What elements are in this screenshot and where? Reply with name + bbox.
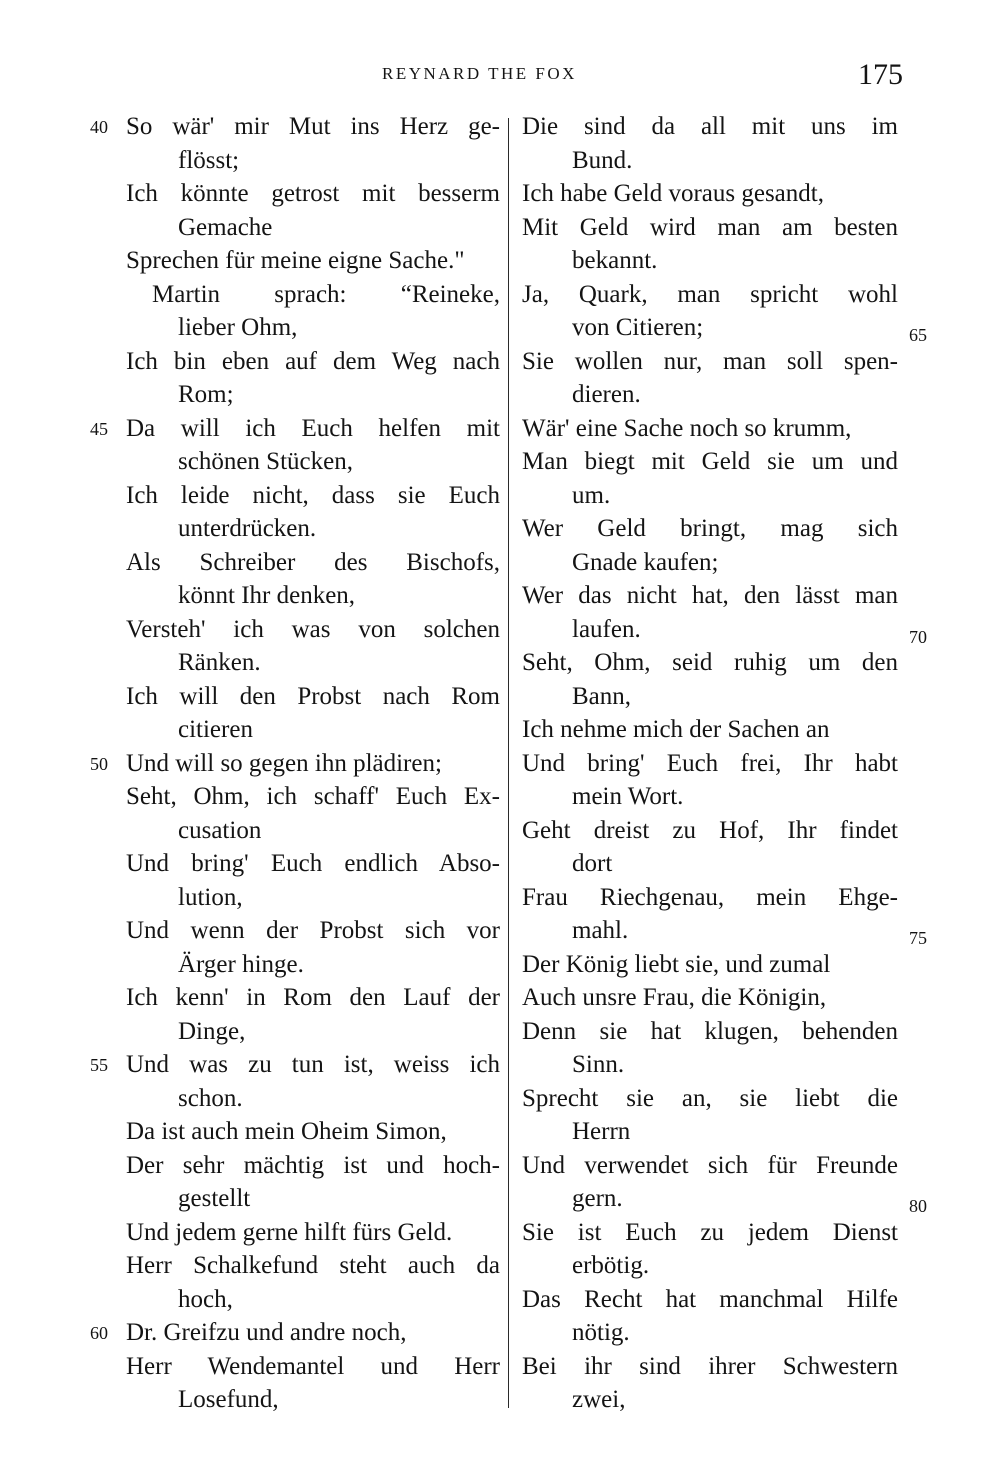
verse-text: Die sind da all mit uns im: [522, 113, 898, 140]
verse-text: Das Recht hat manchmal Hilfe: [522, 1285, 898, 1313]
verse-line: [80, 713, 500, 747]
verse-text: Wer Geld bringt, mag sich: [522, 515, 898, 542]
verse-text: laufen.: [572, 615, 641, 643]
verse-line: [514, 881, 904, 915]
verse-line: [80, 311, 500, 345]
verse-text: citieren: [178, 716, 253, 743]
verse-line: [514, 646, 904, 680]
verse-text: Bann,: [572, 682, 632, 710]
verse-line: [80, 512, 500, 546]
verse-line: [514, 814, 904, 848]
verse-line: [514, 445, 904, 479]
verse-line: [80, 914, 500, 948]
verse-text: schönen Stücken,: [178, 448, 353, 475]
verse-text: Seht, Ohm, seid ruhig um den: [522, 649, 898, 676]
verse-line: [514, 780, 904, 814]
verse-line: [80, 814, 500, 848]
verse-line: [514, 579, 904, 613]
verse-text: Der König liebt sie, und zumal: [522, 950, 831, 978]
verse-line: [514, 1015, 904, 1049]
verse-text: Und wenn der Probst sich vor: [126, 917, 500, 944]
verse-text: Der sehr mächtig ist und hoch-: [126, 1151, 500, 1179]
left-column: [80, 110, 500, 1417]
verse-text: Und bring' Euch frei, Ihr habt: [522, 749, 898, 777]
verse-line: [80, 244, 500, 278]
verse-text: Wer das nicht hat, den lässt man: [522, 582, 898, 609]
verse-line: [514, 512, 904, 546]
verse-line: [80, 1115, 500, 1149]
verse-line: [80, 278, 500, 312]
verse-text: Denn sie hat klugen, behenden: [522, 1017, 898, 1045]
verse-line: [80, 412, 500, 446]
verse-line: [514, 345, 904, 379]
verse-line: [80, 1082, 500, 1116]
verse-text: Als Schreiber des Bischofs,: [126, 548, 500, 576]
verse-text: Losefund,: [178, 1386, 279, 1413]
verse-text: Gemache: [178, 213, 273, 241]
page-number: 175: [858, 58, 903, 91]
verse-line: [80, 881, 500, 915]
verse-line: [80, 546, 500, 580]
verse-line: [514, 613, 927, 647]
line-number: 70: [909, 626, 927, 647]
verse-text: unterdrücken.: [178, 515, 317, 542]
verse-text: Und will so gegen ihn plädiren;: [126, 749, 442, 777]
verse-line: [514, 713, 904, 747]
verse-line: [80, 1048, 500, 1082]
verse-line: [514, 847, 904, 881]
verse-line: [80, 144, 500, 178]
verse-line: [514, 278, 904, 312]
verse-text: Wär' eine Sache noch so krumm,: [522, 414, 852, 442]
verse-text: Bund.: [572, 146, 633, 174]
verse-text: So wär' mir Mut ins Herz ge-: [126, 113, 500, 140]
verse-text: erbötig.: [572, 1252, 650, 1279]
verse-text: könnt Ihr denken,: [178, 582, 356, 609]
line-number: 65: [909, 325, 927, 345]
verse-text: Da ist auch mein Oheim Simon,: [126, 1118, 447, 1145]
verse-text: dort: [572, 850, 613, 877]
verse-text: Herr Wendemantel und Herr: [126, 1352, 500, 1380]
column-divider: [508, 118, 509, 1408]
verse-text: Versteh' ich was von solchen: [126, 615, 500, 643]
verse-line: [80, 1249, 500, 1283]
verse-text: Gnade kaufen;: [572, 548, 719, 576]
verse-text: Frau Riechgenau, mein Ehge-: [522, 883, 898, 911]
line-number: 45: [90, 418, 108, 439]
verse-text: Und jedem gerne hilft fürs Geld.: [126, 1218, 453, 1246]
verse-text: Und verwendet sich für Freunde: [522, 1151, 898, 1179]
verse-text: Sie ist Euch zu jedem Dienst: [522, 1218, 898, 1246]
line-number: 55: [90, 1055, 108, 1075]
verse-line: [514, 1249, 904, 1283]
verse-text: um.: [572, 481, 611, 509]
verse-line: [80, 1350, 500, 1384]
verse-text: Bei ihr sind ihrer Schwestern: [522, 1352, 898, 1380]
verse-text: Geht dreist zu Hof, Ihr findet: [522, 816, 898, 844]
running-title: REYNARD THE FOX: [382, 64, 577, 83]
verse-line: [514, 1283, 904, 1317]
verse-line: [514, 680, 904, 714]
verse-line: [80, 479, 500, 513]
verse-text: Ja, Quark, man spricht wohl: [522, 280, 898, 308]
verse-text: Man biegt mit Geld sie um und: [522, 448, 898, 475]
verse-text: Ich habe Geld voraus gesandt,: [522, 180, 824, 207]
verse-text: Seht, Ohm, ich schaff' Euch Ex-: [126, 783, 500, 810]
verse-line: [514, 479, 904, 513]
verse-text: Dinge,: [178, 1017, 246, 1045]
verse-text: Sie wollen nur, man soll spen-: [522, 347, 898, 375]
verse-text: bekannt.: [572, 247, 658, 274]
page-header: [0, 58, 1000, 98]
verse-line: [80, 445, 500, 479]
verse-text: Martin sprach: “Reineke,: [152, 280, 500, 308]
verse-line: [514, 144, 904, 178]
verse-line: [514, 378, 904, 412]
verse-text: schon.: [178, 1084, 243, 1112]
verse-line: [514, 211, 904, 245]
verse-text: hoch,: [178, 1285, 233, 1313]
verse-text: Und bring' Euch endlich Abso-: [126, 850, 500, 877]
verse-line: [514, 244, 904, 278]
verse-line: [80, 847, 500, 881]
verse-line: [80, 646, 500, 680]
verse-line: [80, 1216, 500, 1250]
verse-line: [80, 1316, 500, 1350]
line-number: 75: [909, 928, 927, 948]
verse-line: [514, 981, 904, 1015]
verse-line: [514, 110, 904, 144]
verse-line: [80, 613, 500, 647]
verse-line: [80, 1283, 500, 1317]
verse-text: Ich könnte getrost mit besserm: [126, 180, 500, 207]
verse-text: gestellt: [178, 1185, 251, 1212]
verse-text: Ich will den Probst nach Rom: [126, 682, 500, 710]
verse-line: [80, 345, 500, 379]
verse-text: flösst;: [178, 146, 240, 174]
verse-text: Ärger hinge.: [178, 950, 304, 978]
verse-line: [80, 780, 500, 814]
verse-line: [514, 747, 904, 781]
verse-text: Ich kenn' in Rom den Lauf der: [126, 984, 500, 1011]
verse-text: Sinn.: [572, 1051, 625, 1078]
verse-line: [514, 1316, 904, 1350]
verse-line: [80, 981, 500, 1015]
verse-line: [80, 747, 500, 781]
verse-text: zwei,: [572, 1386, 626, 1413]
line-number: 40: [90, 117, 108, 137]
verse-text: Da will ich Euch helfen mit: [126, 414, 500, 442]
verse-line: [80, 177, 500, 211]
verse-line: [80, 680, 500, 714]
line-number: 60: [90, 1323, 108, 1343]
verse-line: [514, 1216, 904, 1250]
verse-line: [80, 1383, 500, 1417]
verse-text: dieren.: [572, 381, 641, 408]
verse-line: [514, 948, 904, 982]
line-number: 50: [90, 753, 108, 774]
verse-line: [514, 1048, 904, 1082]
verse-text: Dr. Greifzu und andre noch,: [126, 1319, 407, 1346]
verse-text: Herrn: [572, 1118, 631, 1145]
verse-line: [514, 1115, 904, 1149]
verse-text: Auch unsre Frau, die Königin,: [522, 984, 827, 1011]
verse-text: Ich bin eben auf dem Weg nach: [126, 347, 500, 375]
verse-text: Ich nehme mich der Sachen an: [522, 716, 830, 743]
verse-line: [514, 311, 927, 345]
verse-line: [514, 914, 927, 948]
verse-text: mahl.: [572, 917, 629, 944]
verse-text: Rom;: [178, 381, 234, 408]
verse-text: mein Wort.: [572, 783, 684, 810]
verse-text: Sprechen für meine eigne Sache.": [126, 247, 465, 274]
verse-text: Und was zu tun ist, weiss ich: [126, 1051, 500, 1078]
verse-text: nötig.: [572, 1319, 630, 1346]
verse-line: [514, 1082, 904, 1116]
verse-line: [80, 1015, 500, 1049]
verse-line: [80, 378, 500, 412]
verse-text: von Citieren;: [572, 314, 704, 341]
verse-line: [80, 579, 500, 613]
verse-line: [514, 546, 904, 580]
verse-line: [514, 177, 904, 211]
verse-line: [80, 211, 500, 245]
verse-text: lution,: [178, 883, 243, 911]
verse-text: gern.: [572, 1185, 623, 1212]
verse-text: Ränken.: [178, 649, 261, 676]
verse-line: [514, 1383, 904, 1417]
line-number: 80: [909, 1196, 927, 1216]
verse-line: [514, 412, 904, 446]
verse-line: [80, 110, 500, 144]
verse-text: lieber Ohm,: [178, 314, 298, 341]
verse-line: [514, 1350, 904, 1384]
verse-line: [514, 1182, 927, 1216]
verse-text: Ich leide nicht, dass sie Euch: [126, 481, 500, 509]
verse-line: [80, 1182, 500, 1216]
verse-line: [514, 1149, 904, 1183]
verse-text: Mit Geld wird man am besten: [522, 213, 898, 241]
verse-line: [80, 948, 500, 982]
right-column: [514, 110, 927, 1417]
verse-text: Herr Schalkefund steht auch da: [126, 1252, 500, 1279]
verse-text: Sprecht sie an, sie liebt die: [522, 1084, 898, 1112]
verse-text: cusation: [178, 816, 262, 844]
verse-line: [80, 1149, 500, 1183]
